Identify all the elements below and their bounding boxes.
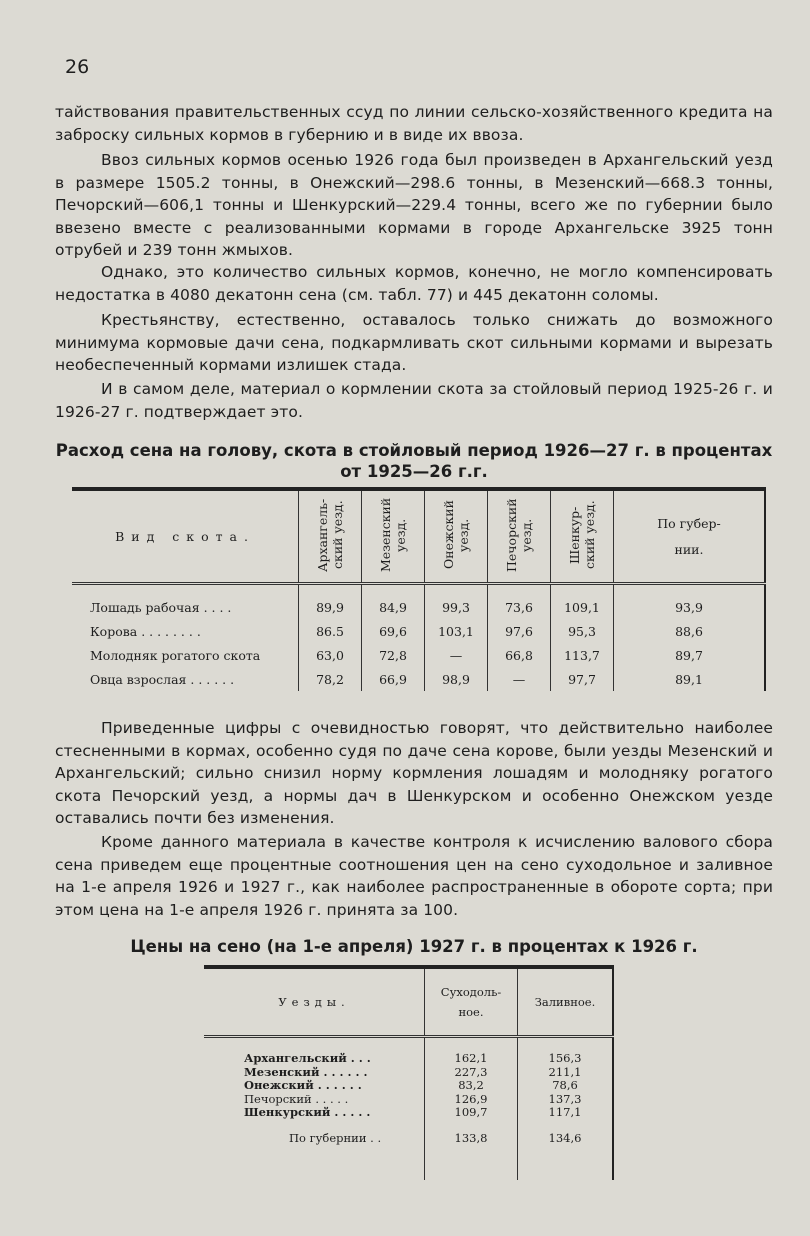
paragraph: Крестьянству, естественно, оставалось только снижать до возможного минимума кормовые дачи сена, подкармливать скот сильными кормами и вырезать необеспеченный кормами излишек стада.: [55, 311, 773, 375]
table-cell: 117,1: [518, 1106, 614, 1120]
row-label: Онежский . . . . . .: [244, 1078, 362, 1092]
column-header: Архангель-ский уезд.: [299, 489, 362, 584]
table-cell: 97,7: [551, 667, 614, 691]
table-row: [72, 643, 765, 667]
table-cell: 156,3: [518, 1052, 614, 1066]
table-cell: 109,1: [551, 584, 614, 620]
column-header: Мезенский уезд.: [362, 489, 425, 584]
table-cell: —: [488, 667, 551, 691]
table-cell: 84,9: [362, 584, 425, 620]
table-cell: 103,1: [425, 619, 488, 643]
table-row: [72, 584, 765, 620]
column-header: Суходоль-ное.: [425, 967, 518, 1037]
table-cell: 113,7: [551, 643, 614, 667]
table-cell: 227,3: [425, 1066, 518, 1080]
table-cell: 69,6: [362, 619, 425, 643]
table-row: [204, 1106, 613, 1120]
row-label: Мезенский . . . . . .: [244, 1064, 368, 1079]
column-header: Шенкур-ский уезд.: [551, 489, 614, 584]
paragraph: тайствования правительственных ссуд по линии сельско-хозяйственного кредита на заброску сильных кормов в губернию и в виде их ввоза.: [55, 103, 773, 144]
table-cell: 66,8: [488, 643, 551, 667]
row-label: Лошадь рабочая . . . .: [90, 599, 232, 615]
total-row: [204, 1120, 613, 1158]
paragraph: И в самом деле, материал о кормлении скота за стойловый период 1925-26 г. и 1926-27 г. подтверждает это.: [55, 380, 773, 421]
table-cell: 134,6: [518, 1120, 614, 1158]
table-cell: 95,3: [551, 619, 614, 643]
table-cell: 72,8: [362, 643, 425, 667]
table-cell: 137,3: [518, 1093, 614, 1107]
row-label: Молодняк рогатого скота: [90, 647, 261, 663]
column-header: Онежский уезд.: [425, 489, 488, 584]
table-cell: 83,2: [425, 1079, 518, 1093]
table1-title: Расход сена на голову, скота в стойловый период 1926—27 г. в процентах от 1925—26 г.г.: [55, 441, 773, 481]
table-cell: 109,7: [425, 1106, 518, 1120]
paragraph: Однако, это количество сильных кормов, конечно, не могло компенсировать недостатка в 4080 декатонн сена (см. табл. 77) и 445 декатонн соломы.: [55, 263, 773, 304]
table-row: [72, 667, 765, 691]
table-cell: 86.5: [299, 619, 362, 643]
table-cell: 66,9: [362, 667, 425, 691]
column-header: Уезды.: [204, 967, 425, 1037]
table-cell: 88,6: [614, 619, 766, 643]
table-cell: 73,6: [488, 584, 551, 620]
table-cell: 93,9: [614, 584, 766, 620]
table-cell: 162,1: [425, 1052, 518, 1066]
table-cell: 211,1: [518, 1066, 614, 1080]
table-row: [72, 619, 765, 643]
hay-price-table: [204, 965, 614, 1180]
paragraph: Ввоз сильных кормов осенью 1926 года был произведен в Архангельский уезд в размере 1505.2 тонны, в Онежский—298.6 тонны, в Мезенский—668.3 тонны, Печорский—606,1 тонны и Шенкурский—229.4 тонны, всего же по губернии было ввезено вместе с реализованными кормами в городе Архангельске 3925 тонн отрубей и 239 тонн жмыхов.: [55, 151, 773, 260]
row-label: По губернии . .: [289, 1130, 382, 1145]
column-header: Заливное.: [518, 967, 614, 1037]
column-header: Вид скота.: [72, 489, 299, 584]
row-label: Архангельский . . .: [244, 1051, 371, 1065]
table-cell: 133,8: [425, 1120, 518, 1158]
page-number: 26: [65, 56, 90, 78]
table-cell: 89,9: [299, 584, 362, 620]
row-label: Шенкурский . . . . .: [244, 1105, 371, 1119]
paragraph: Приведенные цифры с очевидностью говорят, что действительно наиболее стесненными в кормах, особенно судя по даче сена корове, были уезды Мезенский и Архангельский; сильно снизил норму кормления лошадям и молодняку рогатого скота Печорский уезд, а нормы дач в Шенкурском и особенно Онежском уезде оставались почти без изменения.: [55, 719, 773, 828]
table-row: [204, 1093, 613, 1107]
table-cell: 89,7: [614, 643, 766, 667]
table-cell: —: [425, 643, 488, 667]
table-row: [204, 1079, 613, 1093]
feed-consumption-table: [72, 487, 766, 691]
table-cell: 126,9: [425, 1093, 518, 1107]
table-cell: 89,1: [614, 667, 766, 691]
row-label: Корова . . . . . . . .: [90, 623, 201, 639]
table-cell: 99,3: [425, 584, 488, 620]
row-label: Печорский . . . . .: [244, 1091, 349, 1106]
column-header: Печорский уезд.: [488, 489, 551, 584]
table-cell: 98,9: [425, 667, 488, 691]
table-cell: 78,2: [299, 667, 362, 691]
row-label: Овца взрослая . . . . . .: [90, 671, 235, 687]
paragraph: Кроме данного материала в качестве контроля к исчислению валового сбора сена приведем еще процентные соотношения цен на сено суходольное и заливное на 1-е апреля 1926 и 1927 г., как наиболее распространенные в обороте сорта; при этом цена на 1-е апреля 1926 г. принята за 100.: [55, 833, 773, 919]
column-header: По губер-нии.: [614, 489, 766, 584]
table-row: [204, 1052, 613, 1066]
table-cell: 63,0: [299, 643, 362, 667]
table-row: [204, 1066, 613, 1080]
table2-title: Цены на сено (на 1-е апреля) 1927 г. в процентах к 1926 г.: [130, 937, 698, 956]
table-cell: 97,6: [488, 619, 551, 643]
table-cell: 78,6: [518, 1079, 614, 1093]
